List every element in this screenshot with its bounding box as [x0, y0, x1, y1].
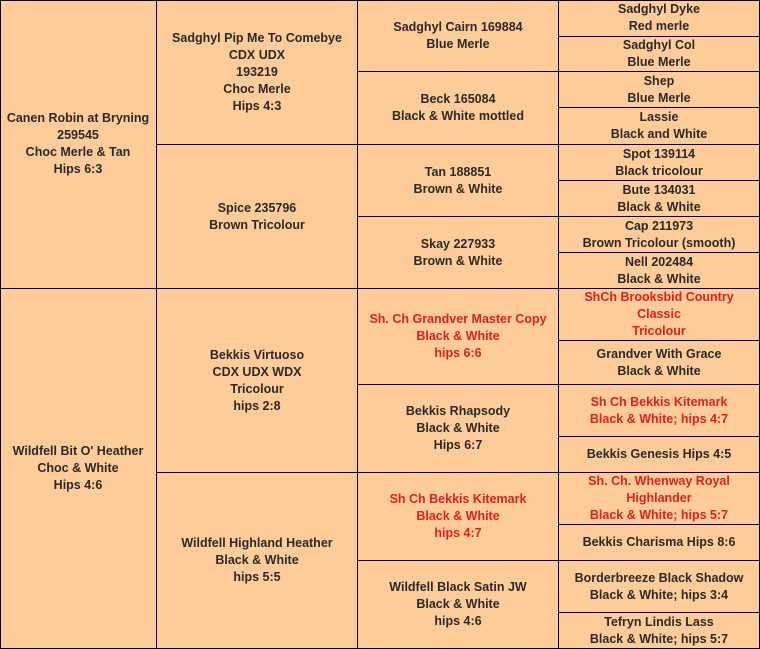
pedigree-cell-gen4-dam-dam-dam-sire	[559, 561, 760, 613]
pedigree-cell-gen4-dam-sire-sire-dam	[559, 341, 760, 385]
pedigree-cell-gen4-dam-sire-dam-dam	[559, 437, 760, 473]
pedigree-cell-line: CDX UDX WDX	[212, 364, 302, 379]
pedigree-cell-gen3-sire-dam-dam	[358, 217, 559, 289]
pedigree-cell-line: Brown Tricolour (smooth)	[582, 235, 736, 250]
pedigree-cell-line: Brown & White	[413, 181, 503, 196]
pedigree-cell-line: Grandver With Grace	[596, 346, 722, 361]
pedigree-cell-line: Borderbreeze Black Shadow	[574, 570, 744, 585]
pedigree-cell-line: Wildfell Highland Heather	[181, 536, 333, 550]
pedigree-cell-line: Black tricolour	[615, 163, 703, 178]
pedigree-cell-line: hips 6:6	[434, 346, 482, 360]
pedigree-cell-gen4-sire-sire-sire-dam	[559, 37, 760, 72]
pedigree-cell-line: Choc Merle & Tan	[25, 145, 131, 159]
pedigree-cell-line: Brown & White	[413, 253, 503, 268]
pedigree-cell-gen3-sire-sire-sire	[358, 0, 559, 72]
pedigree-cell-line: ShCh Brooksbid Country	[584, 290, 734, 304]
pedigree-cell-line: 259545	[57, 128, 99, 142]
pedigree-cell-line: hips 5:5	[233, 570, 281, 584]
pedigree-cell-gen2-sire-dam	[157, 145, 358, 289]
pedigree-cell-gen3-dam-sire-dam	[358, 385, 559, 473]
pedigree-cell-line: Bekkis Virtuoso	[209, 347, 305, 362]
pedigree-cell-gen4-dam-sire-sire-sire	[559, 289, 760, 341]
pedigree-cell-line: Sh Ch Bekkis Kitemark	[389, 492, 527, 506]
pedigree-cell-line: hips 4:6	[434, 614, 482, 628]
pedigree-cell-line: Red merle	[628, 19, 690, 33]
pedigree-cell-line: Blue Merle	[627, 55, 691, 69]
pedigree-cell-line: hips 4:7	[434, 526, 482, 540]
pedigree-cell-line: Lassie	[639, 110, 679, 124]
pedigree-cell-gen3-dam-sire-sire	[358, 289, 559, 385]
pedigree-cell-line: Spice 235796	[217, 200, 297, 215]
pedigree-cell-line: Sh. Ch. Whenway Royal	[588, 474, 730, 488]
pedigree-cell-gen4-dam-sire-dam-sire	[559, 385, 760, 437]
pedigree-cell-line: Black & White	[617, 199, 701, 214]
pedigree-cell-gen3-dam-dam-dam	[358, 561, 559, 649]
pedigree-cell-line: Sh Ch Bekkis Kitemark	[590, 394, 728, 409]
pedigree-cell-line: Sadghyl Dyke	[618, 2, 700, 16]
pedigree-cell-gen4-dam-dam-sire-dam	[559, 525, 760, 561]
pedigree-cell-line: Black & White; hips 5:7	[589, 508, 729, 522]
pedigree-cell-line: Black and White	[610, 127, 708, 141]
pedigree-cell-gen4-sire-sire-dam-dam	[559, 108, 760, 145]
pedigree-cell-line: Sh. Ch Grandver Master Copy	[369, 312, 547, 326]
pedigree-cell-gen2-sire-sire	[157, 0, 358, 145]
pedigree-cell-line: Tricolour	[230, 381, 284, 396]
pedigree-cell-line: Black & White	[416, 597, 500, 611]
pedigree-cell-gen2-dam-sire	[157, 289, 358, 473]
pedigree-cell-line: Black & White	[617, 271, 701, 286]
pedigree-cell-gen4-sire-dam-sire-sire	[559, 145, 760, 181]
pedigree-cell-gen4-dam-dam-sire-sire	[559, 473, 760, 525]
pedigree-cell-line: Black & White	[416, 329, 500, 343]
pedigree-cell-line: Sadghyl Pip Me To Comebye	[172, 30, 342, 45]
pedigree-cell-gen4-sire-dam-sire-dam	[559, 181, 760, 217]
pedigree-cell-line: Bekkis Rhapsody	[405, 404, 511, 418]
pedigree-cell-gen4-sire-dam-dam-sire	[559, 217, 760, 253]
pedigree-cell-line: Wildfell Bit O' Heather	[12, 444, 144, 458]
pedigree-cell-line: CDX UDX	[228, 47, 286, 62]
pedigree-cell-gen1-sire	[0, 0, 157, 289]
pedigree-cell-line: Hips 4:3	[232, 98, 282, 113]
pedigree-cell-line: Classic	[637, 307, 681, 321]
pedigree-cell-gen4-sire-dam-dam-dam	[559, 253, 760, 289]
pedigree-cell-line: Black & White	[215, 553, 299, 567]
pedigree-cell-line: Hips 6:3	[53, 162, 103, 176]
pedigree-cell-gen1-dam	[0, 289, 157, 649]
pedigree-cell-line: Skay 227933	[420, 236, 496, 251]
pedigree-cell-line: Tefryn Lindis Lass	[604, 614, 714, 629]
pedigree-cell-line: Spot 139114	[622, 146, 696, 161]
pedigree-cell-line: Bekkis Charisma Hips 8:6	[582, 535, 736, 549]
pedigree-cell-line: Wildfell Black Satin JW	[389, 580, 527, 594]
pedigree-cell-line: Canen Robin at Bryning	[6, 111, 150, 125]
pedigree-cell-line: Tricolour	[632, 324, 686, 338]
pedigree-cell-line: Highlander	[626, 491, 692, 505]
pedigree-cell-line: Shep	[643, 73, 675, 88]
pedigree-cell-line: Sadghyl Col	[622, 38, 696, 52]
pedigree-cell-line: Black & White; hips 3:4	[589, 587, 729, 602]
pedigree-cell-line: Bekkis Genesis Hips 4:5	[586, 447, 732, 461]
pedigree-cell-gen4-sire-sire-dam-sire	[559, 72, 760, 108]
pedigree-cell-line: Choc & White	[37, 461, 119, 475]
pedigree-cell-line: Bute 134031	[622, 182, 696, 197]
pedigree-cell-line: Cap 211973	[624, 218, 694, 233]
pedigree-cell-line: Black & White mottled	[392, 109, 524, 123]
pedigree-cell-line: Hips 4:6	[53, 478, 103, 492]
pedigree-cell-line: Black & White; hips 4:7	[589, 411, 729, 426]
pedigree-cell-line: Blue Merle	[627, 90, 691, 105]
pedigree-cell-line: Black & White; hips 5:7	[589, 631, 729, 646]
pedigree-cell-gen3-dam-dam-sire	[358, 473, 559, 561]
pedigree-cell-gen3-sire-sire-dam	[358, 72, 559, 145]
pedigree-cell-line: Choc Merle	[223, 81, 291, 96]
pedigree-cell-line: Blue Merle	[426, 36, 490, 51]
pedigree-cell-line: Nell 202484	[624, 254, 694, 269]
pedigree-cell-gen4-dam-dam-dam-dam	[559, 613, 760, 649]
pedigree-cell-gen4-sire-sire-sire-sire	[559, 0, 760, 37]
pedigree-cell-line: Brown Tricolour	[209, 217, 305, 232]
pedigree-cell-line: Hips 6:7	[433, 438, 483, 452]
pedigree-cell-gen2-dam-dam	[157, 473, 358, 649]
pedigree-cell-line: Tan 188851	[424, 164, 492, 179]
pedigree-cell-line: Black & White	[617, 363, 701, 378]
pedigree-cell-line: hips 2:8	[233, 398, 281, 413]
pedigree-cell-line: Black & White	[416, 421, 500, 435]
pedigree-cell-line: Sadghyl Cairn 169884	[393, 19, 523, 34]
pedigree-cell-line: Beck 165084	[420, 92, 496, 106]
pedigree-cell-line: Black & White	[416, 509, 500, 523]
pedigree-cell-gen3-sire-dam-sire	[358, 145, 559, 217]
pedigree-cell-line: 193219	[236, 64, 278, 79]
